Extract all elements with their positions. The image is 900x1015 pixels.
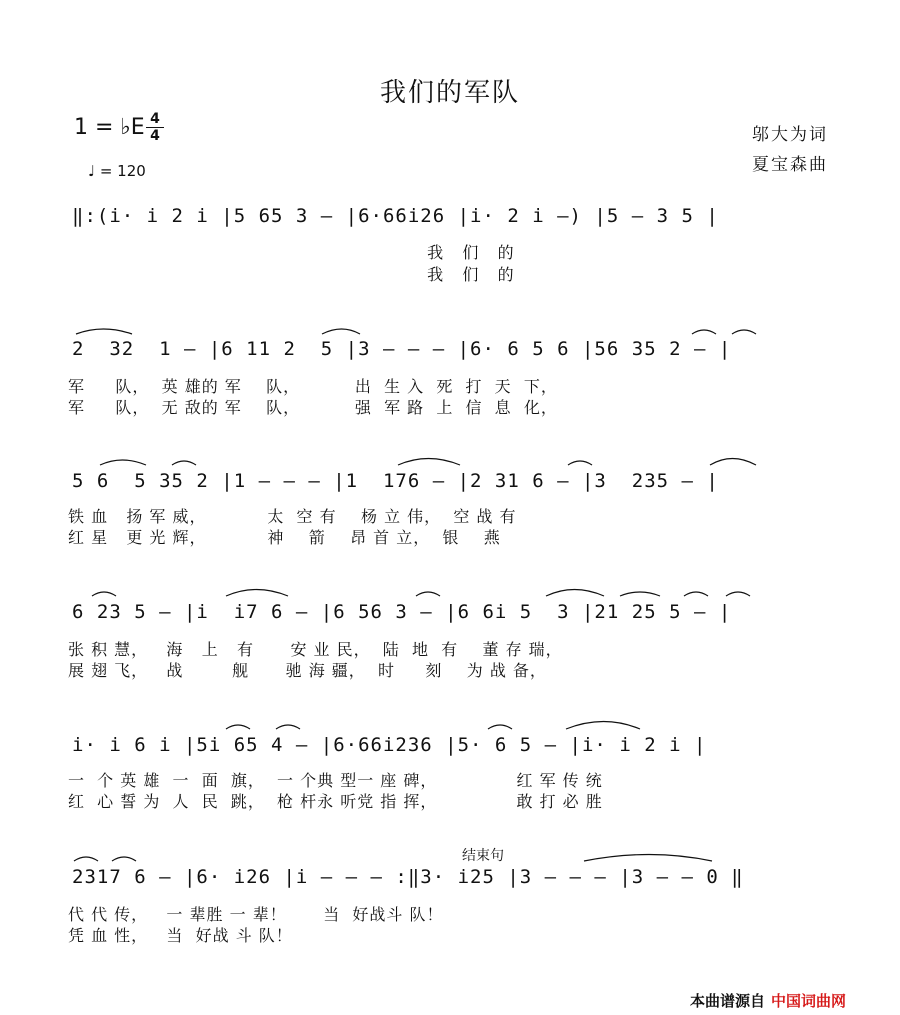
score-line-5: i· i 6 i |5i 65 4 – |6·66i236 |5· 6 5 – |i· i 2 i | xyxy=(72,734,707,756)
slur xyxy=(684,592,708,596)
source-footer xyxy=(690,990,846,1011)
slur xyxy=(112,857,136,861)
lyricist-credit: 邬大为词 xyxy=(752,125,828,145)
slur xyxy=(172,461,196,465)
slur xyxy=(710,459,756,466)
time-signature-bottom: 4 xyxy=(150,128,160,144)
lyric-line-2-verse-2: 军 队， 无 敌的 军 队， 强 军 路 上 信 息 化， xyxy=(68,398,558,417)
lyric-line-5-verse-1: 一 个 英 雄 一 面 旗， 一 个典 型一 座 碑， 红 军 传 统 xyxy=(68,771,603,790)
ending-mark: 结束句 xyxy=(462,848,504,864)
song-title: 我们的军队 xyxy=(379,78,520,108)
slur xyxy=(100,460,146,465)
slur xyxy=(398,459,460,466)
tempo-marking: ♩ = 120 xyxy=(88,162,146,180)
composer-credit: 夏宝森曲 xyxy=(752,155,828,175)
slur xyxy=(92,592,116,596)
score-line-6: 2317 6 – |6· i26 |i – – – :‖3· i25 |3 – – – |3 – – 0 ‖ xyxy=(72,866,744,888)
slur xyxy=(74,857,98,861)
slur xyxy=(726,592,750,596)
lyric-line-3-verse-1: 铁 血 扬 军 威， 太 空 有 杨 立 伟， 空 战 有 xyxy=(68,507,517,526)
key-signature: 1 = ♭E xyxy=(74,115,145,140)
lyric-line-3-verse-2: 红 星 更 光 辉， 神 箭 昂 首 立， 银 燕 xyxy=(68,528,501,547)
slur xyxy=(276,725,300,729)
site-name-link[interactable]: 中国词曲网 xyxy=(771,992,847,1010)
lyric-line-2-verse-1: 军 队， 英 雄的 军 队， 出 生 入 死 打 天 下， xyxy=(68,377,558,396)
score-line-1: ‖:(i· i 2 i |5 65 3 – |6·66i26 |i· 2 i –) |5 – 3 5 | xyxy=(72,205,719,227)
lyric-line-6-verse-1: 代 代 传， 一 辈胜 一 辈！ 当 好战斗 队！ xyxy=(68,905,444,924)
slur xyxy=(226,590,288,597)
slur xyxy=(76,329,132,334)
slur xyxy=(584,855,712,862)
slur xyxy=(692,330,716,334)
score-line-4: 6 23 5 – |i i7 6 – |6 56 3 – |6 6i 5 3 |21 25 5 – | xyxy=(72,601,732,623)
slur xyxy=(568,461,592,465)
time-signature-top: 4 xyxy=(150,111,160,127)
slur xyxy=(416,592,440,596)
score-line-3: 5 6 5 35 2 |1 – – – |1 176 – |2 31 6 – |3 235 – | xyxy=(72,470,719,492)
lyric-line-4-verse-1: 张 积 慧， 海 上 有 安 业 民， 陆 地 有 董 存 瑞， xyxy=(68,640,563,659)
lyric-line-4-verse-2: 展 翅 飞， 战 舰 驰 海 疆， 时 刻 为 战 备， xyxy=(68,661,547,680)
lyric-line-1-verse-2: 我 们 的 xyxy=(68,265,515,284)
slur xyxy=(620,592,660,596)
slur xyxy=(566,722,640,730)
slur xyxy=(732,330,756,334)
slur xyxy=(546,590,604,597)
slur xyxy=(488,725,512,729)
source-label: 本曲谱源自 xyxy=(690,992,766,1010)
slur xyxy=(226,725,250,729)
lyric-line-5-verse-2: 红 心 誓 为 人 民 跳， 枪 杆永 听党 指 挥， 敢 打 必 胜 xyxy=(68,792,603,811)
score-line-2: 2 32 1 – |6 11 2 5 |3 – – – |6· 6 5 6 |56 35 2 – | xyxy=(72,338,732,360)
lyric-line-1-verse-1: 我 们 的 xyxy=(68,243,515,262)
slur xyxy=(322,329,360,334)
lyric-line-6-verse-2: 凭 血 性， 当 好战 斗 队！ xyxy=(68,926,293,945)
